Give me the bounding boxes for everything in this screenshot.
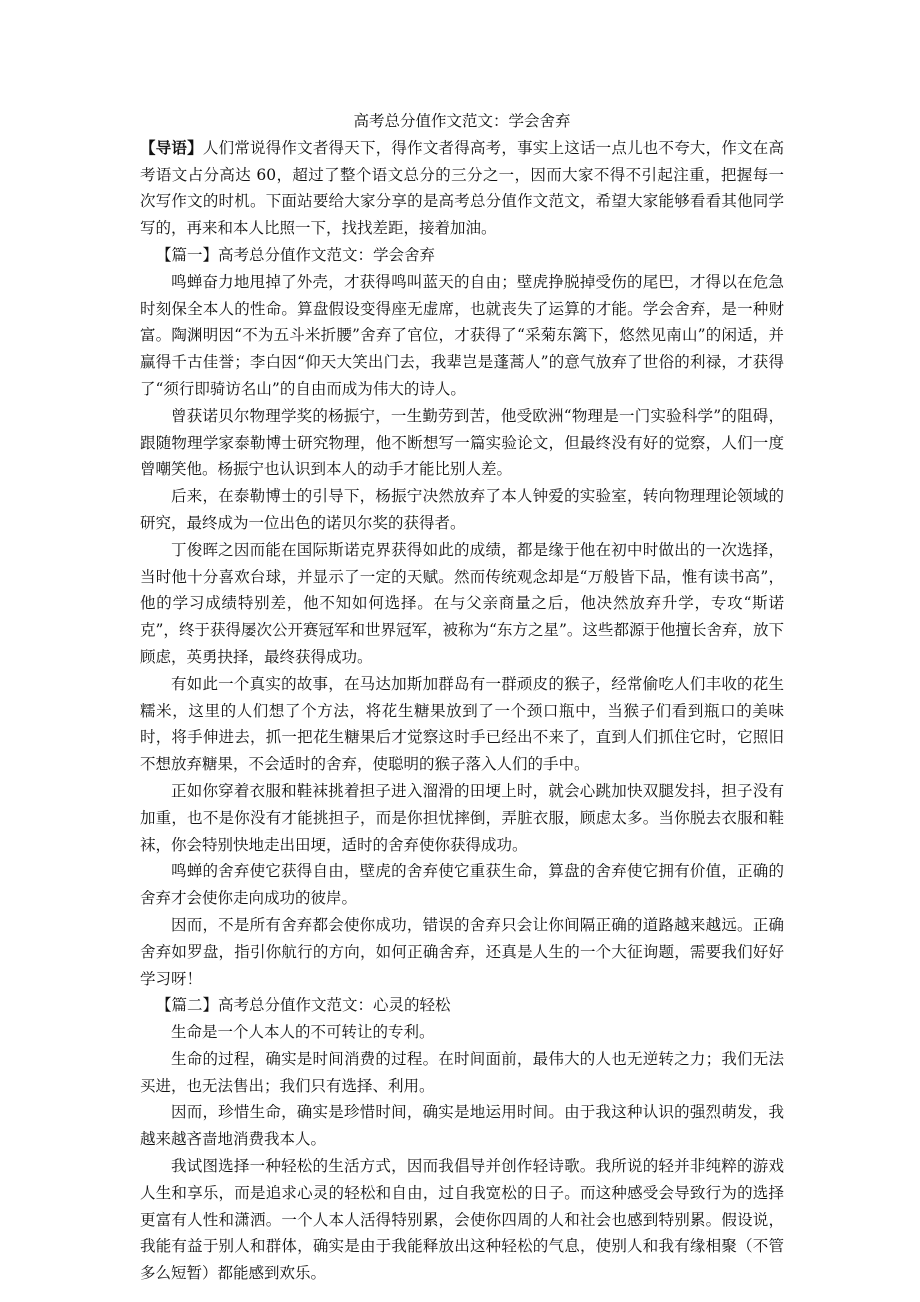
section-1-paragraph: 丁俊晖之因而能在国际斯诺克界获得如此的成绩，都是缘于他在初中时做出的一次选择，当时他十分喜欢台球，并显示了一定的天赋。然而传统观念却是“万般皆下品，惟有读书高”，他的学习成绩特别差，他不知如何选择。在与父亲商量之后，他决然放弃升学，专攻“斯诺克”，终于获得屡次公开赛冠军和世界冠军，被称为“东方之星”。这些都源于他擅长舍弃，放下顾虑，英勇抉择，最终获得成功。: [140, 540, 784, 666]
section-2-heading: 【篇二】高考总分值作文范文：心灵的轻松: [156, 996, 451, 1015]
section-1-paragraph: 因而，不是所有舍弃都会使你成功，错误的舍弃只会让你间隔正确的道路越来越远。正确舍弃如罗盘，指引你航行的方向，如何正确舍弃，还真是人生的一个大征询题，需要我们好好学习呀！: [140, 915, 784, 988]
intro-text: 人们常说得作文者得天下，得作文者得高考，事实上这话一点儿也不夸大，作文在高考语文占分高达 60，超过了整个语文总分的三分之一，因而大家不得不引起注重，把握每一次写作文的时机。下面站要给大家分享的是高考总分值作文范文，希望大家能够看看其他同学写的，再来和本人比照一下，找找差距，接着加油。: [140, 138, 784, 238]
intro-label: 【导语】: [140, 137, 203, 157]
section-1-paragraph: 鸣蝉的舍弃使它获得自由，壁虎的舍弃使它重获生命，算盘的舍弃使它拥有价值，正确的舍弃才会使你走向成功的彼岸。: [140, 862, 784, 908]
section-1-paragraph: 有如此一个真实的故事，在马达加斯加群岛有一群顽皮的猴子，经常偷吃人们丰收的花生糯米，这里的人们想了个方法，将花生糖果放到了一个颈口瓶中，当猴子们看到瓶口的美味时，将手伸进去，抓一把花生糖果后才觉察这时手已经出不来了，直到人们抓住它时，它照旧不想放弃糖果，不会适时的舍弃，使聪明的猴子落入人们的手中。: [140, 674, 784, 774]
section-2-paragraph: 我试图选择一种轻松的生活方式，因而我倡导并创作轻诗歌。我所说的轻并非纯粹的游戏人生和享乐，而是追求心灵的轻松和自由，过自我宽松的日子。而这种感受会导致行为的选择更富有人性和潇洒。一个人本人活得特别累，会使你四周的人和社会也感到特别累。假设说，我能有益于别人和群体，确实是由于我能释放出这种轻松的气息，使别人和我有缘相聚（不管多么短暂）都能感到欢乐。: [140, 1157, 784, 1283]
document-page: [140, 108, 784, 1287]
intro-paragraph: [140, 135, 784, 242]
section-1-paragraph: 后来，在泰勒博士的引导下，杨振宁决然放弃了本人钟爱的实验室，转向物理理论领域的研究，最终成为一位出色的诺贝尔奖的获得者。: [140, 487, 784, 532]
section-1-paragraph: 正如你穿着衣服和鞋袜挑着担子进入溜滑的田埂上时，就会心跳加快双腿发抖，担子没有加重，也不是你没有才能挑担子，而是你担忧摔倒，弄脏衣服，顾虑太多。当你脱去衣服和鞋袜，你会特别快地走出田埂，适时的舍弃使你获得成功。: [140, 781, 784, 854]
section-1-heading: 【篇一】高考总分值作文范文：学会舍弃: [156, 245, 436, 264]
document-title: 高考总分值作文范文：学会舍弃: [353, 112, 571, 130]
section-1-paragraph: 鸣蝉奋力地甩掉了外壳，才获得鸣叫蓝天的自由；壁虎挣脱掉受伤的尾巴，才得以在危急时刻保全本人的性命。算盘假设变得座无虚席，也就丧失了运算的才能。学会舍弃，是一种财富。陶渊明因“不为五斗米折腰”舍弃了官位，才获得了“采菊东篱下，悠然见南山”的闲适，并赢得千古佳誉；李白因“仰天大笑出门去，我辈岂是蓬蒿人”的意气放弃了世俗的利禄，才获得了“须行即骑访名山”的自由而成为伟大的诗人。: [140, 272, 784, 398]
section-2-paragraph: 生命的过程，确实是时间消费的过程。在时间面前，最伟大的人也无逆转之力；我们无法买进，也无法售出；我们只有选择、利用。: [140, 1049, 784, 1095]
section-1-paragraph: 曾获诺贝尔物理学奖的杨振宁，一生勤劳到苦，他受欧洲“物理是一门实验科学”的阻碍，跟随物理学家泰勒博士研究物理，他不断想写一篇实验论文，但最终没有好的觉察，人们一度曾嘲笑他。杨振宁也认识到本人的动手才能比别人差。: [140, 406, 784, 479]
section-2-paragraph: 因而，珍惜生命，确实是珍惜时间，确实是地运用时间。由于我这种认识的强烈萌发，我越来越吝啬地消费我本人。: [140, 1103, 784, 1149]
section-2-paragraph: 生命是一个人本人的不可转让的专利。: [171, 1023, 435, 1042]
